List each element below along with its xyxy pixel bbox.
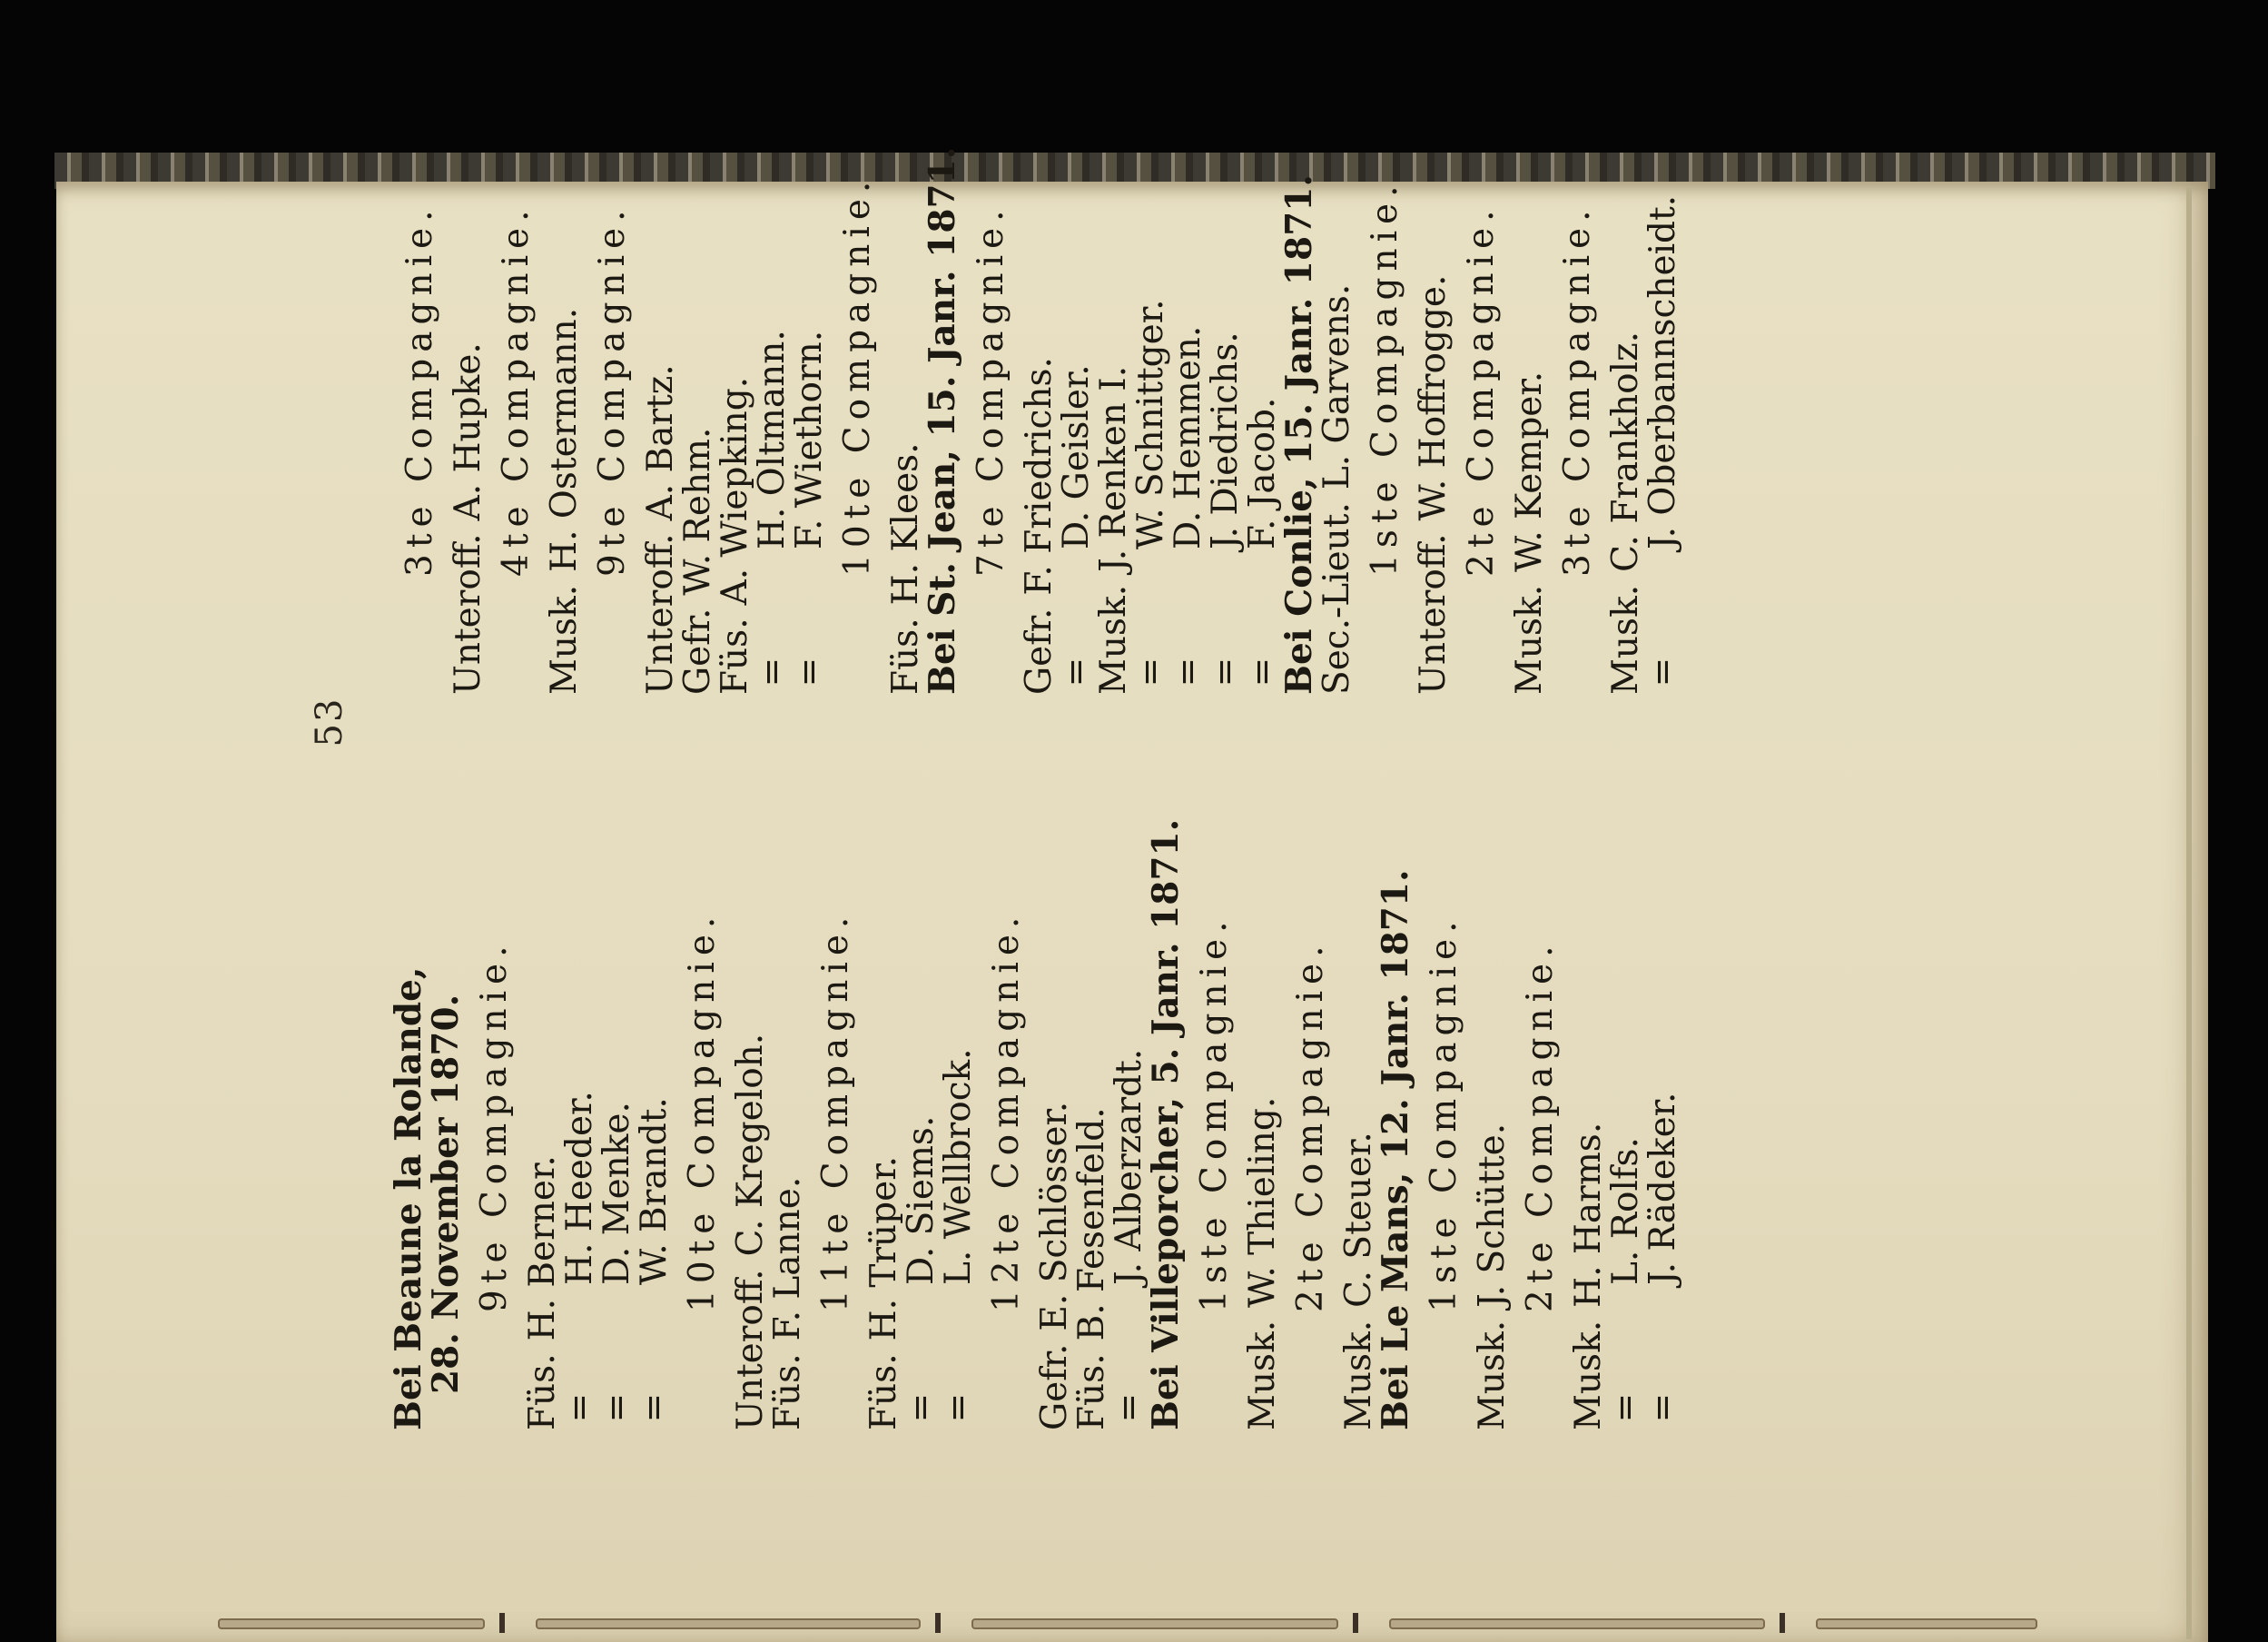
rank-label: Gefr.: [1019, 608, 1060, 695]
casualty-entry: [561, 758, 598, 1430]
soldier-name: B. Fesenfeld.: [1071, 1107, 1112, 1341]
casualty-entry: [1110, 758, 1148, 1430]
soldier-name: D. Menke.: [597, 1102, 637, 1285]
ditto-mark: =: [634, 1392, 675, 1423]
stitch-hole: [499, 1613, 505, 1633]
soldier-name: D. Geisler.: [1056, 364, 1097, 549]
company-heading: 1ste Compagnie.: [1365, 179, 1405, 577]
casualty-entry: [1644, 758, 1681, 1430]
soldier-name: L. Rolfs.: [1605, 1137, 1646, 1285]
ditto-mark: =: [1605, 1392, 1646, 1423]
soldier-name: A. Bartz.: [640, 364, 681, 521]
stitch: [1389, 1618, 1765, 1629]
soldier-name: H. Trüper.: [863, 1156, 904, 1341]
rank-label: Sec.-Lieut.: [1316, 502, 1357, 695]
soldier-name: H. Oltmann.: [752, 330, 793, 549]
rank-label: Musk.: [1568, 1320, 1609, 1430]
soldier-name: L. Garvens.: [1316, 283, 1357, 490]
casualty-entry: [769, 758, 806, 1430]
rank-label: Füs.: [1071, 1353, 1112, 1430]
ditto-mark: =: [1205, 657, 1246, 687]
soldier-name: W. Hoffrogge.: [1413, 274, 1454, 521]
soldier-name: F. Wiethorn.: [789, 330, 830, 549]
soldier-name: J. Oberbannscheidt.: [1642, 194, 1683, 549]
company-heading: 4te Compagnie.: [496, 203, 537, 577]
ditto-mark: =: [1056, 657, 1097, 687]
company-heading: 11te Compagnie.: [815, 910, 856, 1312]
rank-label: Musk.: [1242, 1320, 1283, 1430]
company-heading: 3te Compagnie.: [399, 203, 440, 577]
soldier-name: C. Steuer.: [1338, 1132, 1379, 1308]
rotated-page-text: [309, 14, 2016, 1430]
casualty-entry: [1415, 23, 1452, 695]
soldier-name: F. Friedrichs.: [1019, 357, 1060, 596]
rank-label: Musk.: [1338, 1320, 1379, 1430]
page-number: 53: [309, 697, 350, 747]
rank-label: Unteroff.: [730, 1269, 771, 1430]
rank-label: Gefr.: [1034, 1343, 1075, 1430]
casualty-entry: [887, 23, 924, 695]
soldier-name: L. Wellbrock.: [938, 1048, 979, 1285]
casualty-entry: [732, 758, 769, 1430]
casualty-entry: [1021, 23, 1058, 695]
battle-heading: Bei Le Mans, 12. Janr. 1871.: [1375, 869, 1416, 1430]
battle-heading: Bei Beaune la Rolande,: [388, 966, 429, 1430]
soldier-name: H. Berner.: [522, 1155, 563, 1341]
casualty-entry: [1318, 23, 1356, 695]
soldier-name: W. Thieling.: [1242, 1096, 1283, 1308]
soldier-name: F. Jacob.: [1242, 397, 1283, 549]
casualty-entry: [1244, 758, 1281, 1430]
soldier-name: W. Schnittger.: [1130, 299, 1171, 549]
ditto-mark: =: [938, 1392, 979, 1423]
company-heading: 10te Compagnie.: [837, 174, 878, 577]
rank-label: Füs.: [863, 1353, 904, 1430]
ditto-mark: =: [1130, 657, 1171, 687]
soldier-name: H. Ostermann.: [544, 307, 585, 572]
stitch: [1816, 1618, 2037, 1629]
casualty-entry: [1570, 758, 1607, 1430]
company-heading: 10te Compagnie.: [682, 910, 723, 1312]
ditto-mark: =: [1642, 1392, 1683, 1423]
company-heading: 2te Compagnie.: [1461, 203, 1502, 577]
company-heading: 9te Compagnie.: [474, 939, 515, 1312]
battle-heading: Bei Villeporcher, 5. Janr. 1871.: [1145, 818, 1187, 1430]
soldier-name: F. Lanne.: [767, 1176, 808, 1341]
casualty-entry: [1073, 758, 1110, 1430]
battle-heading: Bei St. Jean, 15. Janr. 1871.: [922, 146, 963, 695]
casualty-entry: [598, 758, 636, 1430]
casualty-entry: [1095, 23, 1132, 695]
soldier-name: W. Kemper.: [1509, 371, 1550, 572]
ditto-mark: =: [1168, 657, 1208, 687]
company-heading: 7te Compagnie.: [971, 203, 1011, 577]
soldier-name: J. Diedrichs.: [1205, 331, 1246, 549]
casualty-entry: [940, 758, 977, 1430]
casualty-entry: [1132, 23, 1169, 695]
rank-label: Füs.: [715, 618, 755, 695]
rank-label: Musk.: [1472, 1320, 1513, 1430]
rank-label: Musk.: [1509, 584, 1550, 695]
company-heading: 2te Compagnie.: [1520, 939, 1561, 1312]
stitch: [218, 1618, 485, 1629]
rank-label: Musk.: [544, 584, 585, 695]
rank-label: Unteroff.: [448, 533, 488, 695]
soldier-name: D. Hemmen.: [1168, 325, 1208, 549]
company-heading: 12te Compagnie.: [986, 910, 1027, 1312]
soldier-name: J. Schütte.: [1472, 1123, 1513, 1308]
ditto-mark: =: [752, 657, 793, 687]
ditto-mark: =: [1109, 1392, 1149, 1423]
left-column: [390, 758, 1681, 1430]
company-heading: 3te Compagnie.: [1557, 203, 1598, 577]
casualty-entry: [716, 23, 754, 695]
casualty-entry: [791, 23, 828, 695]
ditto-mark: =: [1242, 657, 1283, 687]
battle-heading: 28. November 1870.: [425, 994, 467, 1394]
soldier-name: C. Kregeloh.: [730, 1033, 771, 1257]
ditto-mark: =: [789, 657, 830, 687]
battle-heading: Bei Conlie, 15. Janr. 1871.: [1278, 174, 1320, 695]
casualty-entry: [642, 23, 679, 695]
soldier-name: W. Brandt.: [634, 1097, 675, 1285]
casualty-entry: [546, 23, 583, 695]
rank-label: Musk.: [1093, 584, 1134, 695]
casualty-entry: [1340, 758, 1377, 1430]
casualty-entry: [902, 758, 940, 1430]
soldier-name: D. Siems.: [901, 1115, 942, 1285]
soldier-name: J. Renken I.: [1093, 365, 1134, 572]
casualty-entry: [679, 23, 716, 695]
rank-label: Füs.: [767, 1353, 808, 1430]
casualty-entry: [1207, 23, 1244, 695]
casualty-entry: [1607, 23, 1644, 695]
casualty-entry: [1244, 23, 1281, 695]
company-heading: 2te Compagnie.: [1290, 939, 1331, 1312]
rank-label: Füs.: [522, 1353, 563, 1430]
casualty-entry: [1607, 758, 1644, 1430]
stitch-hole: [1780, 1613, 1785, 1633]
soldier-name: H. Harms.: [1568, 1122, 1609, 1308]
ditto-mark: =: [901, 1392, 942, 1423]
casualty-entry: [1644, 23, 1681, 695]
ditto-mark: =: [1642, 657, 1683, 687]
rank-label: Unteroff.: [640, 533, 681, 695]
soldier-name: H. Klees.: [885, 442, 926, 606]
casualty-entry: [1169, 23, 1207, 695]
company-heading: 9te Compagnie.: [592, 203, 633, 577]
company-heading: 1ste Compagnie.: [1194, 915, 1235, 1312]
rank-label: Füs.: [885, 618, 926, 695]
casualty-entry: [1058, 23, 1095, 695]
casualty-entry: [449, 23, 487, 695]
casualty-entry: [1511, 23, 1548, 695]
soldier-name: W. Rehm.: [677, 427, 718, 596]
casualty-entry: [865, 758, 902, 1430]
ditto-mark: =: [597, 1392, 637, 1423]
ditto-mark: =: [559, 1392, 600, 1423]
casualty-entry: [754, 23, 791, 695]
casualty-entry: [1474, 758, 1511, 1430]
page-edge-shadow: [2186, 186, 2192, 1639]
stitch-hole: [935, 1613, 941, 1633]
right-column: [390, 23, 1681, 695]
soldier-name: C. Frankholz.: [1605, 331, 1646, 572]
soldier-name: J. Rädeker.: [1642, 1092, 1683, 1285]
binding-stitches: [209, 1606, 2043, 1642]
soldier-name: E. Schlösser.: [1034, 1101, 1075, 1331]
soldier-name: A. Hupke.: [448, 342, 488, 521]
rank-label: Gefr.: [677, 608, 718, 695]
soldier-name: A. Wiepking.: [715, 376, 755, 606]
casualty-entry: [1036, 758, 1073, 1430]
soldier-name: J. Alberzardt.: [1109, 1048, 1149, 1285]
stitch-hole: [1353, 1613, 1358, 1633]
casualty-entry: [636, 758, 673, 1430]
stitch: [536, 1618, 921, 1629]
casualty-entry: [524, 758, 561, 1430]
company-heading: 1ste Compagnie.: [1424, 915, 1464, 1312]
soldier-name: H. Heeder.: [559, 1091, 600, 1285]
rank-label: Unteroff.: [1413, 533, 1454, 695]
rank-label: Musk.: [1605, 584, 1646, 695]
stitch: [971, 1618, 1338, 1629]
